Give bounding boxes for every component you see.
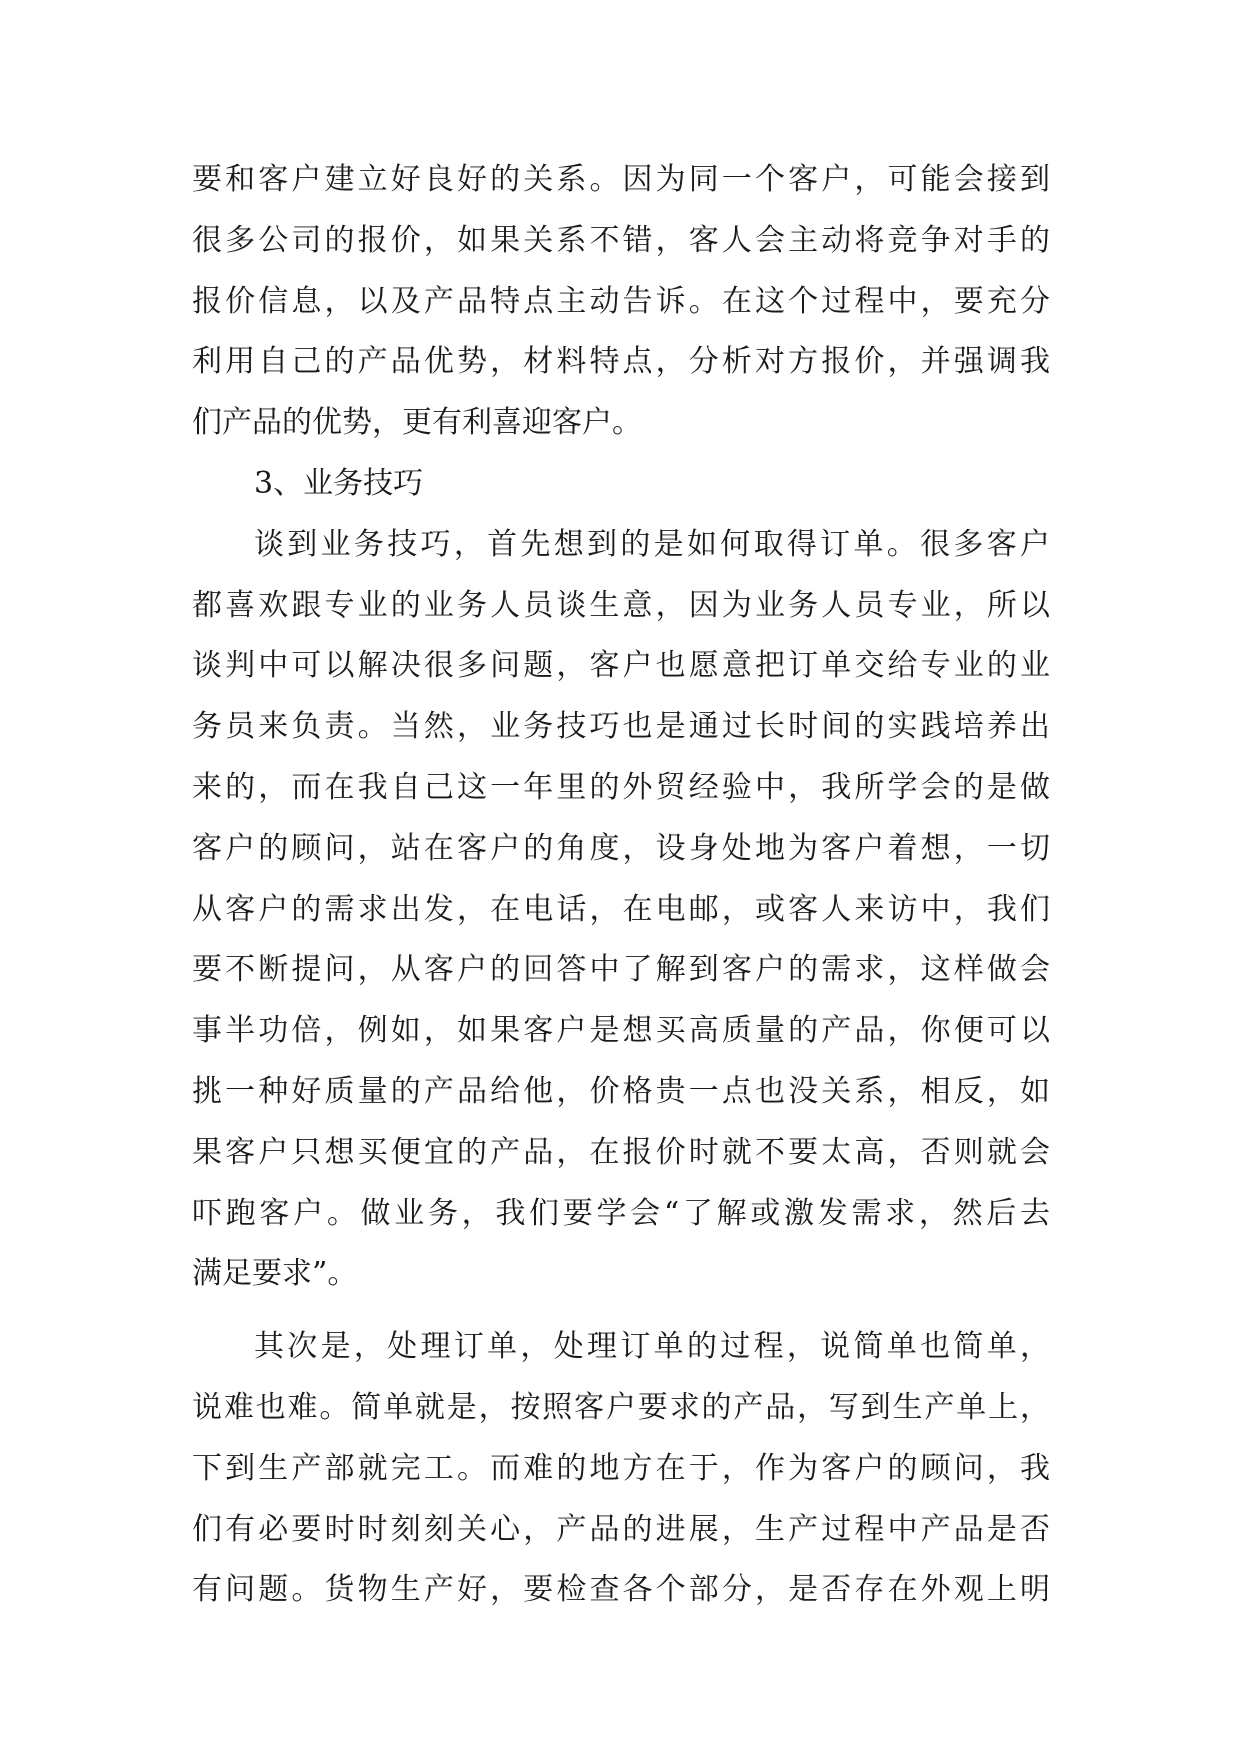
text-line: 其次是，处理订单，处理订单的过程，说简单也简单， xyxy=(254,1329,1050,1365)
text-line: 下到生产部就完工。而难的地方在于，作为客户的顾问，我 xyxy=(192,1450,1050,1486)
text-line: 报价信息，以及产品特点主动告诉。在这个过程中，要充分 xyxy=(192,283,1050,319)
text-line: 果客户只想买便宜的产品，在报价时就不要太高，否则就会 xyxy=(192,1134,1050,1170)
text-line: 有问题。货物生产好，要检查各个部分，是否存在外观上明 xyxy=(192,1572,1050,1608)
text-line: 利用自己的产品优势，材料特点，分析对方报价，并强调我 xyxy=(192,344,1050,380)
text-line: 务员来负责。当然，业务技巧也是通过长时间的实践培养出 xyxy=(192,709,1050,745)
text-line: 要不断提问，从客户的回答中了解到客户的需求，这样做会 xyxy=(192,952,1050,988)
text-line: 们有必要时时刻刻关心，产品的进展，生产过程中产品是否 xyxy=(192,1511,1050,1547)
text-line: 都喜欢跟专业的业务人员谈生意，因为业务人员专业，所以 xyxy=(192,587,1050,623)
text-line: 说难也难。简单就是，按照客户要求的产品，写到生产单上， xyxy=(192,1389,1050,1425)
text-line: 谈判中可以解决很多问题，客户也愿意把订单交给专业的业 xyxy=(192,648,1050,684)
paragraph-order-handling xyxy=(192,1317,1050,1621)
text-line: 挑一种好质量的产品给他，价格贵一点也没关系，相反，如 xyxy=(192,1073,1050,1109)
text-line: 来的，而在我自己这一年里的外贸经验中，我所学会的是做 xyxy=(192,769,1050,805)
text-line: 要和客户建立好良好的关系。因为同一个客户，可能会接到 xyxy=(192,162,1050,197)
text-line: 们产品的优势，更有利喜迎客户。 xyxy=(192,405,642,441)
paragraph-relationship xyxy=(192,150,1050,454)
paragraph-business-skills xyxy=(192,515,1050,1305)
document-body xyxy=(192,150,1050,1621)
text-line: 满足要求”。 xyxy=(192,1256,358,1292)
text-line: 从客户的需求出发，在电话，在电邮，或客人来访中，我们 xyxy=(192,891,1050,927)
text-line: 吓跑客户。做业务，我们要学会“了解或激发需求，然后去 xyxy=(192,1195,1050,1231)
text-line: 客户的顾问，站在客户的角度，设身处地为客户着想，一切 xyxy=(192,830,1050,866)
text-line: 谈到业务技巧，首先想到的是如何取得订单。很多客户 xyxy=(254,526,1050,562)
heading-text: 3、业务技巧 xyxy=(254,465,424,501)
text-line: 事半功倍，例如，如果客户是想买高质量的产品，你便可以 xyxy=(192,1013,1050,1049)
text-line: 很多公司的报价，如果关系不错，客人会主动将竞争对手的 xyxy=(192,222,1050,258)
section-heading xyxy=(192,454,1050,515)
